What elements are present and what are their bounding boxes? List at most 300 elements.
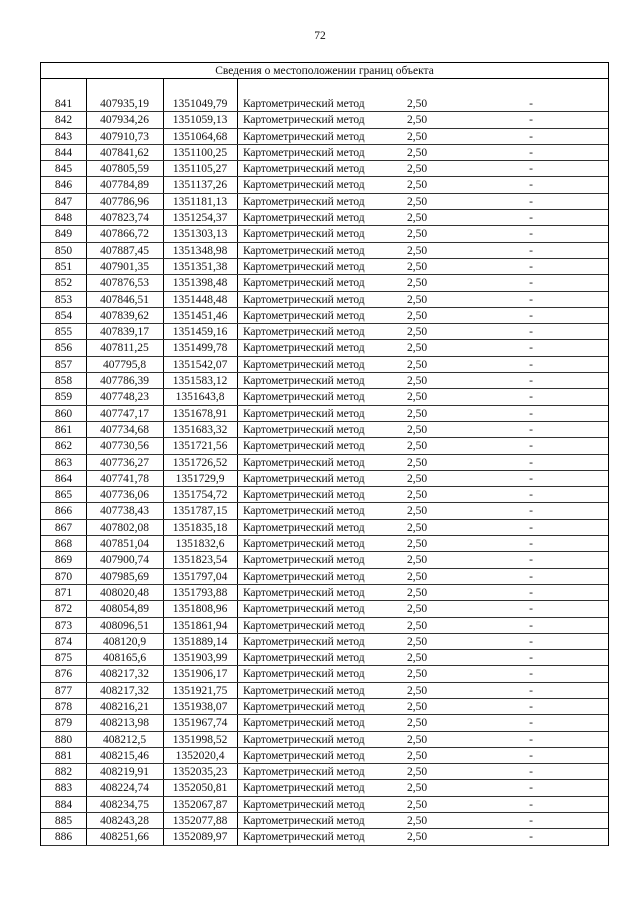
precision-cell: 2,50 bbox=[406, 277, 428, 290]
method-cell: Картометрический метод bbox=[243, 652, 365, 665]
table-row bbox=[41, 764, 608, 780]
method-cell: Картометрический метод bbox=[243, 212, 365, 225]
method-cell: Картометрический метод bbox=[243, 684, 365, 697]
coordinate-y: 1351105,27 bbox=[172, 163, 228, 176]
coordinate-y: 1351348,98 bbox=[172, 244, 228, 257]
coordinate-x: 408234,75 bbox=[100, 798, 149, 811]
table-row bbox=[41, 601, 608, 617]
coordinate-x: 407736,27 bbox=[100, 456, 149, 469]
table-row bbox=[41, 145, 608, 161]
value-cell: - bbox=[529, 652, 533, 665]
table-title: Сведения о местоположении границ объекта bbox=[41, 63, 608, 79]
table-row bbox=[41, 406, 608, 422]
coordinate-x: 408216,21 bbox=[100, 700, 149, 713]
point-number: 885 bbox=[54, 815, 73, 828]
value-cell: - bbox=[529, 293, 533, 306]
point-number: 862 bbox=[54, 440, 73, 453]
value-cell: - bbox=[529, 570, 533, 583]
coordinate-y: 1351793,88 bbox=[172, 586, 228, 599]
table-row bbox=[41, 177, 608, 193]
method-cell: Картометрический метод bbox=[243, 163, 365, 176]
method-cell: Картометрический метод bbox=[243, 358, 365, 371]
coordinate-x: 407736,06 bbox=[100, 489, 149, 502]
precision-cell: 2,50 bbox=[406, 195, 428, 208]
coordinate-x: 407887,45 bbox=[100, 244, 149, 257]
method-cell: Картометрический метод bbox=[243, 293, 365, 306]
value-cell: - bbox=[529, 619, 533, 632]
coordinate-x: 408215,46 bbox=[100, 749, 149, 762]
precision-cell: 2,50 bbox=[406, 733, 428, 746]
coordinate-x: 408096,51 bbox=[100, 619, 149, 632]
coordinate-x: 407730,56 bbox=[100, 440, 149, 453]
value-cell: - bbox=[529, 815, 533, 828]
method-cell: Картометрический метод bbox=[243, 554, 365, 567]
coordinate-y: 1351835,18 bbox=[172, 521, 228, 534]
point-number: 878 bbox=[54, 700, 73, 713]
coordinate-x: 407786,39 bbox=[100, 375, 149, 388]
coordinate-y: 1351100,25 bbox=[172, 146, 228, 159]
value-cell: - bbox=[529, 782, 533, 795]
precision-cell: 2,50 bbox=[406, 440, 428, 453]
precision-cell: 2,50 bbox=[406, 668, 428, 681]
coordinate-x: 408054,89 bbox=[100, 603, 149, 616]
point-number: 841 bbox=[54, 98, 73, 110]
method-cell: Картометрический метод bbox=[243, 195, 365, 208]
coordinate-y: 1351998,52 bbox=[172, 733, 228, 746]
point-number: 867 bbox=[54, 521, 73, 534]
precision-cell: 2,50 bbox=[406, 782, 428, 795]
coordinate-x: 407985,69 bbox=[100, 570, 149, 583]
coordinate-y: 1352035,23 bbox=[172, 766, 228, 779]
table-row bbox=[41, 357, 608, 373]
method-cell: Картометрический метод bbox=[243, 375, 365, 388]
coordinate-y: 1351059,13 bbox=[172, 114, 228, 127]
point-number: 860 bbox=[54, 407, 73, 420]
coordinate-x: 408020,48 bbox=[100, 586, 149, 599]
coordinate-y: 1352020,4 bbox=[175, 749, 225, 762]
method-cell: Картометрический метод bbox=[243, 407, 365, 420]
point-number: 886 bbox=[54, 831, 73, 844]
method-cell: Картометрический метод bbox=[243, 603, 365, 616]
table-row bbox=[41, 226, 608, 242]
precision-cell: 2,50 bbox=[406, 554, 428, 567]
coordinate-x: 407786,96 bbox=[100, 195, 149, 208]
table-row bbox=[41, 373, 608, 389]
precision-cell: 2,50 bbox=[406, 798, 428, 811]
point-number: 849 bbox=[54, 228, 73, 241]
coordinate-y: 1352067,87 bbox=[172, 798, 228, 811]
coordinate-x: 408251,66 bbox=[100, 831, 149, 844]
table-row bbox=[41, 161, 608, 177]
table-row bbox=[41, 634, 608, 650]
value-cell: - bbox=[529, 146, 533, 159]
coordinate-x: 407747,17 bbox=[100, 407, 149, 420]
coordinate-x: 407839,62 bbox=[100, 309, 149, 322]
point-number: 857 bbox=[54, 358, 73, 371]
point-number: 868 bbox=[54, 538, 73, 551]
coordinate-x: 407734,68 bbox=[100, 423, 149, 436]
coordinate-y: 1351683,32 bbox=[172, 423, 228, 436]
value-cell: - bbox=[529, 505, 533, 518]
coordinate-y: 1351861,94 bbox=[172, 619, 228, 632]
value-cell: - bbox=[529, 326, 533, 339]
table-row bbox=[41, 699, 608, 715]
precision-cell: 2,50 bbox=[406, 98, 428, 110]
value-cell: - bbox=[529, 244, 533, 257]
method-cell: Картометрический метод bbox=[243, 244, 365, 257]
point-number: 843 bbox=[54, 130, 73, 143]
point-number: 866 bbox=[54, 505, 73, 518]
coordinate-x: 407910,73 bbox=[100, 130, 149, 143]
value-cell: - bbox=[529, 375, 533, 388]
coordinate-y: 1351726,52 bbox=[172, 456, 228, 469]
point-number: 854 bbox=[54, 309, 73, 322]
coordinate-y: 1351906,17 bbox=[172, 668, 228, 681]
method-cell: Картометрический метод bbox=[243, 423, 365, 436]
precision-cell: 2,50 bbox=[406, 228, 428, 241]
precision-cell: 2,50 bbox=[406, 505, 428, 518]
method-cell: Картометрический метод bbox=[243, 114, 365, 127]
method-cell: Картометрический метод bbox=[243, 342, 365, 355]
table-row bbox=[41, 569, 608, 585]
precision-cell: 2,50 bbox=[406, 114, 428, 127]
table-row bbox=[41, 96, 608, 112]
table-row bbox=[41, 650, 608, 666]
value-cell: - bbox=[529, 749, 533, 762]
table-row bbox=[41, 292, 608, 308]
value-cell: - bbox=[529, 212, 533, 225]
method-cell: Картометрический метод bbox=[243, 472, 365, 485]
method-cell: Картометрический метод bbox=[243, 700, 365, 713]
point-number: 858 bbox=[54, 375, 73, 388]
method-cell: Картометрический метод bbox=[243, 570, 365, 583]
precision-cell: 2,50 bbox=[406, 831, 428, 844]
coordinate-x: 407851,04 bbox=[100, 538, 149, 551]
method-cell: Картометрический метод bbox=[243, 228, 365, 241]
coordinate-x: 407741,78 bbox=[100, 472, 149, 485]
point-number: 882 bbox=[54, 766, 73, 779]
precision-cell: 2,50 bbox=[406, 260, 428, 273]
table-row bbox=[41, 829, 608, 845]
point-number: 859 bbox=[54, 391, 73, 404]
table-row bbox=[41, 308, 608, 324]
table-row bbox=[41, 422, 608, 438]
precision-cell: 2,50 bbox=[406, 293, 428, 306]
method-cell: Картометрический метод bbox=[243, 733, 365, 746]
table-row bbox=[41, 438, 608, 454]
coordinate-x: 407748,23 bbox=[100, 391, 149, 404]
value-cell: - bbox=[529, 554, 533, 567]
method-cell: Картометрический метод bbox=[243, 146, 365, 159]
method-cell: Картометрический метод bbox=[243, 815, 365, 828]
value-cell: - bbox=[529, 603, 533, 616]
method-cell: Картометрический метод bbox=[243, 260, 365, 273]
precision-cell: 2,50 bbox=[406, 570, 428, 583]
table-row bbox=[41, 455, 608, 471]
point-number: 844 bbox=[54, 146, 73, 159]
value-cell: - bbox=[529, 798, 533, 811]
coordinate-x: 407823,74 bbox=[100, 212, 149, 225]
precision-cell: 2,50 bbox=[406, 635, 428, 648]
value-cell: - bbox=[529, 179, 533, 192]
table-row bbox=[41, 275, 608, 291]
coordinate-x: 407802,08 bbox=[100, 521, 149, 534]
table-row bbox=[41, 748, 608, 764]
coordinate-y: 1351721,56 bbox=[172, 440, 228, 453]
value-cell: - bbox=[529, 635, 533, 648]
point-number: 873 bbox=[54, 619, 73, 632]
precision-cell: 2,50 bbox=[406, 309, 428, 322]
method-cell: Картометрический метод bbox=[243, 489, 365, 502]
coordinate-x: 407841,62 bbox=[100, 146, 149, 159]
precision-cell: 2,50 bbox=[406, 342, 428, 355]
coordinate-x: 408165,6 bbox=[102, 652, 147, 665]
precision-cell: 2,50 bbox=[406, 423, 428, 436]
table-body bbox=[41, 96, 608, 846]
value-cell: - bbox=[529, 668, 533, 681]
value-cell: - bbox=[529, 228, 533, 241]
value-cell: - bbox=[529, 733, 533, 746]
coordinate-y: 1351903,99 bbox=[172, 652, 228, 665]
value-cell: - bbox=[529, 472, 533, 485]
point-number: 848 bbox=[54, 212, 73, 225]
precision-cell: 2,50 bbox=[406, 815, 428, 828]
point-number: 883 bbox=[54, 782, 73, 795]
point-number: 852 bbox=[54, 277, 73, 290]
coordinate-y: 1352077,88 bbox=[172, 815, 228, 828]
point-number: 876 bbox=[54, 668, 73, 681]
point-number: 865 bbox=[54, 489, 73, 502]
value-cell: - bbox=[529, 423, 533, 436]
precision-cell: 2,50 bbox=[406, 212, 428, 225]
precision-cell: 2,50 bbox=[406, 163, 428, 176]
table-row bbox=[41, 732, 608, 748]
table-row bbox=[41, 618, 608, 634]
method-cell: Картометрический метод bbox=[243, 766, 365, 779]
coordinate-y: 1351583,12 bbox=[172, 375, 228, 388]
table-row bbox=[41, 683, 608, 699]
value-cell: - bbox=[529, 358, 533, 371]
method-cell: Картометрический метод bbox=[243, 586, 365, 599]
point-number: 861 bbox=[54, 423, 73, 436]
coordinate-x: 407901,35 bbox=[100, 260, 149, 273]
point-number: 846 bbox=[54, 179, 73, 192]
coordinate-x: 407738,43 bbox=[100, 505, 149, 518]
table-row bbox=[41, 259, 608, 275]
method-cell: Картометрический метод bbox=[243, 798, 365, 811]
value-cell: - bbox=[529, 260, 533, 273]
precision-cell: 2,50 bbox=[406, 375, 428, 388]
value-cell: - bbox=[529, 391, 533, 404]
coordinate-y: 1351754,72 bbox=[172, 489, 228, 502]
point-number: 869 bbox=[54, 554, 73, 567]
value-cell: - bbox=[529, 277, 533, 290]
table-row bbox=[41, 487, 608, 503]
precision-cell: 2,50 bbox=[406, 130, 428, 143]
method-cell: Картометрический метод bbox=[243, 749, 365, 762]
table-row bbox=[41, 536, 608, 552]
coordinate-x: 407811,25 bbox=[100, 342, 149, 355]
precision-cell: 2,50 bbox=[406, 700, 428, 713]
precision-cell: 2,50 bbox=[406, 489, 428, 502]
method-cell: Картометрический метод bbox=[243, 538, 365, 551]
table-row bbox=[41, 585, 608, 601]
value-cell: - bbox=[529, 342, 533, 355]
value-cell: - bbox=[529, 440, 533, 453]
point-number: 879 bbox=[54, 717, 73, 730]
coordinate-y: 1351729,9 bbox=[175, 472, 225, 485]
point-number: 842 bbox=[54, 114, 73, 127]
method-cell: Картометрический метод bbox=[243, 391, 365, 404]
precision-cell: 2,50 bbox=[406, 652, 428, 665]
precision-cell: 2,50 bbox=[406, 407, 428, 420]
precision-cell: 2,50 bbox=[406, 244, 428, 257]
precision-cell: 2,50 bbox=[406, 179, 428, 192]
method-cell: Картометрический метод bbox=[243, 326, 365, 339]
table-row bbox=[41, 471, 608, 487]
table-row bbox=[41, 129, 608, 145]
value-cell: - bbox=[529, 130, 533, 143]
point-number: 881 bbox=[54, 749, 73, 762]
value-cell: - bbox=[529, 700, 533, 713]
coordinate-x: 407935,19 bbox=[100, 98, 149, 110]
coordinate-y: 1351678,91 bbox=[172, 407, 228, 420]
precision-cell: 2,50 bbox=[406, 603, 428, 616]
coordinate-x: 408243,28 bbox=[100, 815, 149, 828]
coordinate-y: 1351542,07 bbox=[172, 358, 228, 371]
coordinate-y: 1351967,74 bbox=[172, 717, 228, 730]
table-row bbox=[41, 194, 608, 210]
value-cell: - bbox=[529, 521, 533, 534]
point-number: 877 bbox=[54, 684, 73, 697]
point-number: 845 bbox=[54, 163, 73, 176]
method-cell: Картометрический метод bbox=[243, 440, 365, 453]
method-cell: Картометрический метод bbox=[243, 309, 365, 322]
coordinate-y: 1351181,13 bbox=[172, 195, 228, 208]
table-row bbox=[41, 389, 608, 405]
method-cell: Картометрический метод bbox=[243, 130, 365, 143]
method-cell: Картометрический метод bbox=[243, 277, 365, 290]
precision-cell: 2,50 bbox=[406, 717, 428, 730]
method-cell: Картометрический метод bbox=[243, 98, 365, 110]
coordinate-y: 1351448,48 bbox=[172, 293, 228, 306]
coordinate-y: 1351459,16 bbox=[172, 326, 228, 339]
value-cell: - bbox=[529, 114, 533, 127]
value-cell: - bbox=[529, 98, 533, 110]
coordinate-y: 1351064,68 bbox=[172, 130, 228, 143]
precision-cell: 2,50 bbox=[406, 749, 428, 762]
method-cell: Картометрический метод bbox=[243, 782, 365, 795]
point-number: 853 bbox=[54, 293, 73, 306]
table-row bbox=[41, 666, 608, 682]
coordinate-y: 1351921,75 bbox=[172, 684, 228, 697]
coordinate-x: 408219,91 bbox=[100, 766, 149, 779]
point-number: 847 bbox=[54, 195, 73, 208]
coordinate-x: 407876,53 bbox=[100, 277, 149, 290]
precision-cell: 2,50 bbox=[406, 521, 428, 534]
value-cell: - bbox=[529, 407, 533, 420]
value-cell: - bbox=[529, 717, 533, 730]
point-number: 872 bbox=[54, 603, 73, 616]
precision-cell: 2,50 bbox=[406, 391, 428, 404]
method-cell: Картометрический метод bbox=[243, 668, 365, 681]
point-number: 855 bbox=[54, 326, 73, 339]
precision-cell: 2,50 bbox=[406, 456, 428, 469]
coordinate-x: 408224,74 bbox=[100, 782, 149, 795]
page-number: 72 bbox=[314, 30, 326, 42]
table-row bbox=[41, 503, 608, 519]
coordinate-y: 1351797,04 bbox=[172, 570, 228, 583]
coordinate-x: 408217,32 bbox=[100, 684, 149, 697]
point-number: 874 bbox=[54, 635, 73, 648]
coordinate-y: 1351808,96 bbox=[172, 603, 228, 616]
method-cell: Картометрический метод bbox=[243, 717, 365, 730]
coordinate-x: 407805,59 bbox=[100, 163, 149, 176]
coordinate-x: 408217,32 bbox=[100, 668, 149, 681]
coordinate-y: 1352050,81 bbox=[172, 782, 228, 795]
table-row bbox=[41, 324, 608, 340]
value-cell: - bbox=[529, 163, 533, 176]
method-cell: Картометрический метод bbox=[243, 456, 365, 469]
table-row bbox=[41, 715, 608, 731]
precision-cell: 2,50 bbox=[406, 766, 428, 779]
coordinate-x: 408212,5 bbox=[102, 733, 147, 746]
coordinate-y: 1351398,48 bbox=[172, 277, 228, 290]
precision-cell: 2,50 bbox=[406, 326, 428, 339]
method-cell: Картометрический метод bbox=[243, 521, 365, 534]
coordinate-y: 1351938,07 bbox=[172, 700, 228, 713]
precision-cell: 2,50 bbox=[406, 538, 428, 551]
coordinate-y: 1351643,8 bbox=[175, 391, 225, 404]
table-row bbox=[41, 780, 608, 796]
value-cell: - bbox=[529, 489, 533, 502]
coordinate-x: 408120,9 bbox=[102, 635, 147, 648]
precision-cell: 2,50 bbox=[406, 684, 428, 697]
coordinate-y: 1351832,6 bbox=[175, 538, 225, 551]
point-number: 884 bbox=[54, 798, 73, 811]
coordinate-x: 408213,98 bbox=[100, 717, 149, 730]
coordinate-x: 407900,74 bbox=[100, 554, 149, 567]
table-row bbox=[41, 243, 608, 259]
coordinate-y: 1351787,15 bbox=[172, 505, 228, 518]
precision-cell: 2,50 bbox=[406, 586, 428, 599]
table-row bbox=[41, 340, 608, 356]
coordinate-y: 1351823,54 bbox=[172, 554, 228, 567]
table-row bbox=[41, 797, 608, 813]
precision-cell: 2,50 bbox=[406, 146, 428, 159]
method-cell: Картометрический метод bbox=[243, 635, 365, 648]
coordinate-y: 1351254,37 bbox=[172, 212, 228, 225]
value-cell: - bbox=[529, 309, 533, 322]
coordinate-y: 1351889,14 bbox=[172, 635, 228, 648]
value-cell: - bbox=[529, 195, 533, 208]
coordinate-x: 407839,17 bbox=[100, 326, 149, 339]
point-number: 851 bbox=[54, 260, 73, 273]
coordinate-x: 407934,26 bbox=[100, 114, 149, 127]
table-row bbox=[41, 210, 608, 226]
method-cell: Картометрический метод bbox=[243, 619, 365, 632]
value-cell: - bbox=[529, 831, 533, 844]
point-number: 850 bbox=[54, 244, 73, 257]
precision-cell: 2,50 bbox=[406, 619, 428, 632]
table-row bbox=[41, 552, 608, 568]
point-number: 864 bbox=[54, 472, 73, 485]
coordinate-y: 1351351,38 bbox=[172, 260, 228, 273]
coordinate-y: 1351303,13 bbox=[172, 228, 228, 241]
coordinate-x: 407784,89 bbox=[100, 179, 149, 192]
coordinate-y: 1352089,97 bbox=[172, 831, 228, 844]
method-cell: Картометрический метод bbox=[243, 831, 365, 844]
